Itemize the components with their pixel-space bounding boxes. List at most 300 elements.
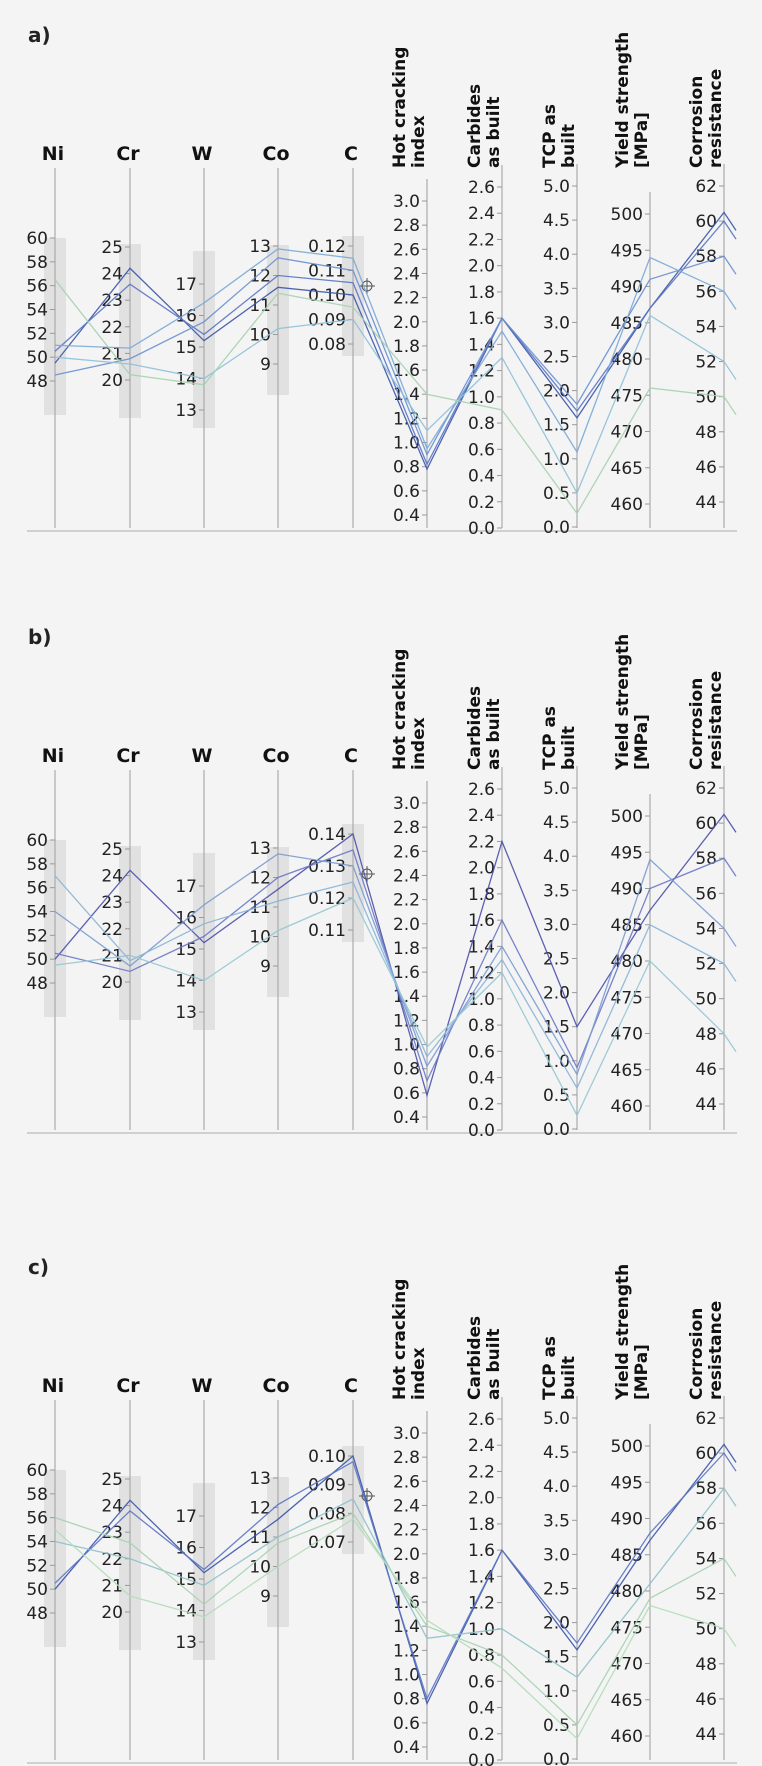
tick-label: 3.0 — [392, 794, 420, 814]
tick-label: 1.4 — [392, 385, 420, 406]
tick-label: 22 — [101, 1549, 123, 1570]
tick-label: 480 — [610, 952, 643, 972]
tick-label: 0.6 — [392, 481, 420, 502]
axis-label-line: Yield strength — [613, 633, 633, 770]
tick-label: 465 — [610, 1060, 643, 1081]
axis-label: W — [191, 745, 213, 767]
panel-label: a) — [28, 23, 51, 47]
tick-label: 3.0 — [392, 192, 420, 212]
tick-label: 9 — [260, 957, 271, 977]
tick-label: 24 — [101, 866, 123, 887]
tick-label: 3.0 — [542, 915, 570, 936]
tick-label: 17 — [175, 877, 197, 897]
tick-label: 2.2 — [467, 1462, 495, 1483]
axis-label-line: built — [559, 725, 579, 770]
tick-label: 10 — [249, 927, 271, 948]
tick-label: 3.0 — [542, 1545, 570, 1566]
tick-label: 15 — [175, 940, 197, 960]
tick-label: 4.5 — [542, 211, 570, 232]
axis-label-line: as built — [484, 96, 504, 168]
tick-label: 3.5 — [542, 881, 570, 902]
tick-label: 16 — [175, 1538, 197, 1559]
tick-label: 460 — [610, 1727, 643, 1747]
tick-label: 52 — [695, 352, 717, 373]
axis-label: Ni — [41, 745, 65, 767]
tick-label: 2.2 — [392, 890, 420, 911]
tick-label: 62 — [695, 779, 717, 799]
tick-label: 13 — [175, 1003, 197, 1023]
tick-label: 58 — [26, 854, 48, 875]
tick-label: 0.13 — [308, 857, 346, 877]
tick-label: 0.6 — [467, 440, 495, 461]
tick-label: 13 — [249, 1469, 271, 1489]
tick-label: 0.8 — [392, 1059, 420, 1080]
tick-label: 9 — [260, 355, 271, 375]
tick-label: 1.4 — [467, 937, 495, 958]
tick-label: 460 — [610, 495, 643, 515]
tick-label: 58 — [695, 247, 717, 268]
tick-label: 25 — [101, 238, 123, 258]
tick-label: 52 — [26, 324, 48, 345]
tick-label: 470 — [610, 1654, 643, 1675]
tick-label: 1.8 — [392, 1568, 420, 1589]
tick-label: 1.2 — [467, 963, 495, 984]
tick-label: 1.0 — [542, 1681, 570, 1702]
tick-label: 20 — [101, 371, 123, 391]
tick-label: 20 — [101, 1603, 123, 1623]
tick-label: 2.6 — [467, 780, 495, 800]
axis-label-line: TCP as — [540, 1335, 560, 1400]
tick-label: 48 — [26, 372, 48, 392]
tick-label: 5.0 — [542, 779, 570, 799]
axis-label-line: index — [409, 1347, 429, 1400]
axis-label-line: built — [559, 123, 579, 168]
tick-label: 0.6 — [467, 1042, 495, 1063]
tick-label: 495 — [610, 241, 643, 262]
tick-label: 4.0 — [542, 847, 570, 868]
tick-label: 2.5 — [542, 347, 570, 368]
tick-label: 44 — [695, 1725, 717, 1745]
tick-label: 60 — [26, 1461, 48, 1481]
tick-label: 0.4 — [392, 506, 420, 526]
tick-label: 1.0 — [542, 449, 570, 470]
tick-label: 4.5 — [542, 813, 570, 834]
tick-label: 12 — [249, 266, 271, 287]
tick-label: 54 — [695, 317, 717, 338]
tick-label: 0.07 — [308, 1533, 346, 1553]
tick-label: 460 — [610, 1097, 643, 1117]
tick-label: 1.6 — [467, 1541, 495, 1562]
axis-label-line: as built — [484, 1328, 504, 1400]
tick-label: 1.0 — [542, 1051, 570, 1072]
tick-label: 0.8 — [392, 457, 420, 478]
tick-label: 44 — [695, 493, 717, 513]
tick-label: 48 — [695, 422, 717, 443]
tick-label: 23 — [101, 893, 123, 914]
tick-label: 2.5 — [542, 1579, 570, 1600]
tick-label: 500 — [610, 807, 643, 827]
tick-label: 60 — [695, 814, 717, 835]
tick-label: 1.8 — [392, 336, 420, 357]
axis-label-line: Carbides — [465, 83, 485, 168]
tick-label: 0.4 — [392, 1738, 420, 1758]
tick-label: 0.2 — [467, 1724, 495, 1745]
tick-label: 58 — [26, 252, 48, 273]
tick-label: 11 — [249, 296, 271, 316]
axis-label: C — [344, 745, 358, 767]
tick-label: 20 — [101, 973, 123, 993]
tick-label: 13 — [175, 1633, 197, 1653]
tick-label: 1.4 — [467, 1567, 495, 1588]
tick-label: 2.4 — [392, 866, 420, 887]
tick-label: 2.0 — [467, 858, 495, 879]
tick-label: 0.6 — [467, 1672, 495, 1693]
tick-label: 3.5 — [542, 1511, 570, 1532]
tick-label: 10 — [249, 1557, 271, 1578]
tick-label: 22 — [101, 919, 123, 940]
tick-label: 0.08 — [308, 1504, 346, 1525]
axis-label: W — [191, 143, 213, 165]
tick-label: 1.5 — [542, 1017, 570, 1038]
tick-label: 56 — [26, 1508, 48, 1529]
tick-label: 2.8 — [392, 216, 420, 237]
tick-label: 0.4 — [467, 1698, 495, 1719]
tick-label: 11 — [249, 898, 271, 918]
tick-label: 475 — [610, 386, 643, 407]
tick-label: 1.2 — [467, 1593, 495, 1614]
tick-label: 0.12 — [308, 237, 346, 257]
tick-label: 1.4 — [392, 987, 420, 1008]
tick-label: 1.0 — [467, 387, 495, 408]
tick-label: 2.2 — [392, 288, 420, 309]
panel-a — [26, 23, 737, 539]
tick-label: 0.0 — [467, 1751, 495, 1766]
tick-label: 2.0 — [392, 1544, 420, 1565]
axis-label: W — [191, 1375, 213, 1397]
tick-label: 5.0 — [542, 177, 570, 197]
tick-label: 2.2 — [392, 1520, 420, 1541]
tick-label: 0.5 — [542, 483, 570, 504]
tick-label: 1.2 — [392, 1011, 420, 1032]
tick-label: 2.0 — [392, 914, 420, 935]
tick-label: 16 — [175, 908, 197, 929]
tick-label: 0.8 — [467, 1016, 495, 1037]
tick-label: 0.08 — [308, 335, 346, 355]
tick-label: 490 — [610, 1509, 643, 1530]
tick-label: 9 — [260, 1587, 271, 1607]
tick-label: 1.6 — [392, 963, 420, 984]
tick-label: 52 — [26, 926, 48, 947]
tick-label: 56 — [26, 878, 48, 899]
tick-label: 60 — [26, 229, 48, 249]
axis-label-line: Hot cracking — [390, 1278, 410, 1400]
tick-label: 2.4 — [392, 1496, 420, 1517]
tick-label: 21 — [101, 1576, 123, 1597]
panel-b — [26, 625, 737, 1141]
tick-label: 1.2 — [392, 1641, 420, 1662]
tick-label: 2.2 — [467, 230, 495, 251]
tick-label: 0.0 — [467, 1121, 495, 1141]
axis-label-line: [MPa] — [632, 112, 652, 168]
tick-label: 50 — [695, 1619, 717, 1640]
tick-label: 0.4 — [467, 1068, 495, 1089]
tick-label: 0.6 — [392, 1083, 420, 1104]
tick-label: 495 — [610, 1473, 643, 1494]
tick-label: 465 — [610, 458, 643, 479]
tick-label: 1.0 — [392, 1035, 420, 1056]
axis-label: Co — [262, 745, 290, 767]
tick-label: 2.4 — [467, 204, 495, 225]
tick-label: 11 — [249, 1528, 271, 1548]
tick-label: 490 — [610, 277, 643, 298]
tick-label: 2.6 — [467, 178, 495, 198]
tick-label: 0.8 — [467, 1646, 495, 1667]
axis-label: C — [344, 143, 358, 165]
tick-label: 21 — [101, 344, 123, 365]
tick-label: 1.8 — [392, 938, 420, 959]
tick-label: 0.6 — [392, 1713, 420, 1734]
tick-label: 5.0 — [542, 1409, 570, 1429]
tick-label: 0.09 — [308, 1475, 346, 1496]
tick-label: 0.8 — [467, 414, 495, 435]
axis-label-line: [MPa] — [632, 1344, 652, 1400]
tick-label: 2.0 — [542, 1613, 570, 1634]
tick-label: 0.2 — [467, 492, 495, 513]
tick-label: 0.14 — [308, 825, 346, 845]
tick-label: 485 — [610, 313, 643, 334]
tick-label: 0.8 — [392, 1689, 420, 1710]
tick-label: 1.0 — [392, 433, 420, 454]
tick-label: 17 — [175, 1507, 197, 1527]
tick-label: 1.6 — [392, 1593, 420, 1614]
tick-label: 13 — [249, 237, 271, 257]
tick-label: 54 — [26, 1532, 48, 1553]
tick-label: 24 — [101, 264, 123, 285]
tick-label: 470 — [610, 422, 643, 443]
tick-label: 2.0 — [467, 256, 495, 277]
tick-label: 0.0 — [542, 518, 570, 538]
tick-label: 48 — [26, 974, 48, 994]
tick-label: 56 — [695, 282, 717, 303]
tick-label: 2.4 — [392, 264, 420, 285]
tick-label: 14 — [175, 971, 197, 992]
tick-label: 1.6 — [392, 361, 420, 382]
tick-label: 60 — [695, 1444, 717, 1465]
tick-label: 58 — [26, 1484, 48, 1505]
tick-label: 2.6 — [392, 1472, 420, 1493]
tick-label: 60 — [26, 831, 48, 851]
tick-label: 58 — [695, 849, 717, 870]
tick-label: 2.0 — [542, 381, 570, 402]
axis-label-line: Yield strength — [613, 31, 633, 168]
axis-label: Cr — [116, 1375, 140, 1397]
tick-label: 50 — [26, 950, 48, 971]
tick-label: 48 — [26, 1604, 48, 1624]
tick-label: 13 — [175, 401, 197, 421]
axis-label-line: index — [409, 717, 429, 770]
axis-label-line: TCP as — [540, 705, 560, 770]
tick-label: 54 — [26, 902, 48, 923]
tick-label: 60 — [695, 212, 717, 233]
tick-label: 4.5 — [542, 1443, 570, 1464]
axis-label-line: Yield strength — [613, 1263, 633, 1400]
tick-label: 22 — [101, 317, 123, 338]
panel-c — [26, 1255, 737, 1766]
axis-label-line: Corrosion — [687, 677, 707, 770]
axis-label-line: Corrosion — [687, 1307, 707, 1400]
tick-label: 1.8 — [467, 884, 495, 905]
axis-label: Co — [262, 143, 290, 165]
tick-label: 0.0 — [542, 1750, 570, 1766]
tick-label: 480 — [610, 350, 643, 370]
tick-label: 52 — [26, 1556, 48, 1577]
tick-label: 0.10 — [308, 1447, 346, 1467]
tick-label: 0.0 — [542, 1120, 570, 1140]
tick-label: 2.6 — [392, 240, 420, 261]
tick-label: 16 — [175, 306, 197, 327]
tick-label: 0.5 — [542, 1715, 570, 1736]
tick-label: 0.11 — [308, 261, 346, 282]
axis-label-line: Carbides — [465, 685, 485, 770]
tick-label: 44 — [695, 1095, 717, 1115]
tick-label: 62 — [695, 177, 717, 197]
axis-label: Cr — [116, 745, 140, 767]
tick-label: 485 — [610, 1545, 643, 1566]
tick-label: 48 — [695, 1024, 717, 1045]
tick-label: 2.5 — [542, 949, 570, 970]
tick-label: 12 — [249, 1498, 271, 1519]
tick-label: 3.0 — [542, 313, 570, 334]
axis-label-line: Hot cracking — [390, 648, 410, 770]
tick-label: 2.0 — [392, 312, 420, 333]
axis-label: Co — [262, 1375, 290, 1397]
panel-label: b) — [28, 625, 52, 649]
tick-label: 1.2 — [467, 361, 495, 382]
tick-label: 46 — [695, 457, 717, 478]
tick-label: 0.4 — [467, 466, 495, 487]
tick-label: 2.8 — [392, 1448, 420, 1469]
tick-label: 14 — [175, 1601, 197, 1622]
tick-label: 475 — [610, 988, 643, 1009]
tick-label: 54 — [26, 300, 48, 321]
tick-label: 3.5 — [542, 279, 570, 300]
axis-label-line: [MPa] — [632, 714, 652, 770]
tick-label: 480 — [610, 1582, 643, 1602]
tick-label: 2.0 — [467, 1488, 495, 1509]
axis-label-line: resistance — [706, 1300, 726, 1400]
tick-label: 1.2 — [392, 409, 420, 430]
tick-label: 14 — [175, 369, 197, 390]
tick-label: 2.8 — [392, 818, 420, 839]
tick-label: 54 — [695, 919, 717, 940]
axis-label: Ni — [41, 143, 65, 165]
tick-label: 15 — [175, 338, 197, 358]
tick-label: 1.6 — [467, 309, 495, 330]
tick-label: 1.4 — [467, 335, 495, 356]
tick-label: 3.0 — [392, 1424, 420, 1444]
tick-label: 1.4 — [392, 1617, 420, 1638]
tick-label: 490 — [610, 879, 643, 900]
tick-label: 1.0 — [467, 989, 495, 1010]
tick-label: 52 — [695, 954, 717, 975]
tick-label: 4.0 — [542, 1477, 570, 1498]
tick-label: 2.2 — [467, 832, 495, 853]
tick-label: 25 — [101, 1470, 123, 1490]
tick-label: 48 — [695, 1654, 717, 1675]
tick-label: 0.5 — [542, 1085, 570, 1106]
axis-label-line: Hot cracking — [390, 46, 410, 168]
tick-label: 0.4 — [392, 1108, 420, 1128]
axis-label-line: Carbides — [465, 1315, 485, 1400]
axis-label: C — [344, 1375, 358, 1397]
axis-label-line: resistance — [706, 670, 726, 770]
tick-label: 4.0 — [542, 245, 570, 266]
tick-label: 495 — [610, 843, 643, 864]
tick-label: 50 — [26, 348, 48, 369]
axis-label: Ni — [41, 1375, 65, 1397]
tick-label: 2.4 — [467, 1436, 495, 1457]
axis-label-line: built — [559, 1355, 579, 1400]
tick-label: 1.0 — [467, 1619, 495, 1640]
tick-label: 485 — [610, 915, 643, 936]
tick-label: 62 — [695, 1409, 717, 1429]
tick-label: 56 — [695, 884, 717, 905]
tick-label: 1.6 — [467, 911, 495, 932]
tick-label: 58 — [695, 1479, 717, 1500]
tick-label: 2.6 — [392, 842, 420, 863]
tick-label: 17 — [175, 275, 197, 295]
tick-label: 0.10 — [308, 286, 346, 306]
tick-label: 24 — [101, 1496, 123, 1517]
axis-label-line: as built — [484, 698, 504, 770]
tick-label: 1.5 — [542, 1647, 570, 1668]
tick-label: 1.0 — [392, 1665, 420, 1686]
tick-label: 500 — [610, 205, 643, 225]
tick-label: 50 — [26, 1580, 48, 1601]
tick-label: 23 — [101, 1523, 123, 1544]
tick-label: 12 — [249, 868, 271, 889]
tick-label: 0.2 — [467, 1094, 495, 1115]
tick-label: 50 — [695, 387, 717, 408]
axis-label-line: index — [409, 115, 429, 168]
tick-label: 2.4 — [467, 806, 495, 827]
tick-label: 10 — [249, 325, 271, 346]
axis-label-line: TCP as — [540, 103, 560, 168]
tick-label: 1.8 — [467, 1514, 495, 1535]
tick-label: 1.8 — [467, 282, 495, 303]
tick-label: 56 — [695, 1514, 717, 1535]
tick-label: 1.5 — [542, 415, 570, 436]
tick-label: 23 — [101, 291, 123, 312]
tick-label: 54 — [695, 1549, 717, 1570]
tick-label: 56 — [26, 276, 48, 297]
tick-label: 2.6 — [467, 1410, 495, 1430]
tick-label: 470 — [610, 1024, 643, 1045]
tick-label: 0.0 — [467, 519, 495, 539]
tick-label: 50 — [695, 989, 717, 1010]
tick-label: 0.09 — [308, 310, 346, 331]
tick-label: 475 — [610, 1618, 643, 1639]
panel-label: c) — [28, 1255, 49, 1279]
tick-label: 15 — [175, 1570, 197, 1590]
tick-label: 2.0 — [542, 983, 570, 1004]
axis-label-line: Corrosion — [687, 75, 707, 168]
tick-label: 500 — [610, 1437, 643, 1457]
tick-label: 46 — [695, 1059, 717, 1080]
tick-label: 0.12 — [308, 889, 346, 909]
tick-label: 13 — [249, 839, 271, 859]
tick-label: 25 — [101, 840, 123, 860]
